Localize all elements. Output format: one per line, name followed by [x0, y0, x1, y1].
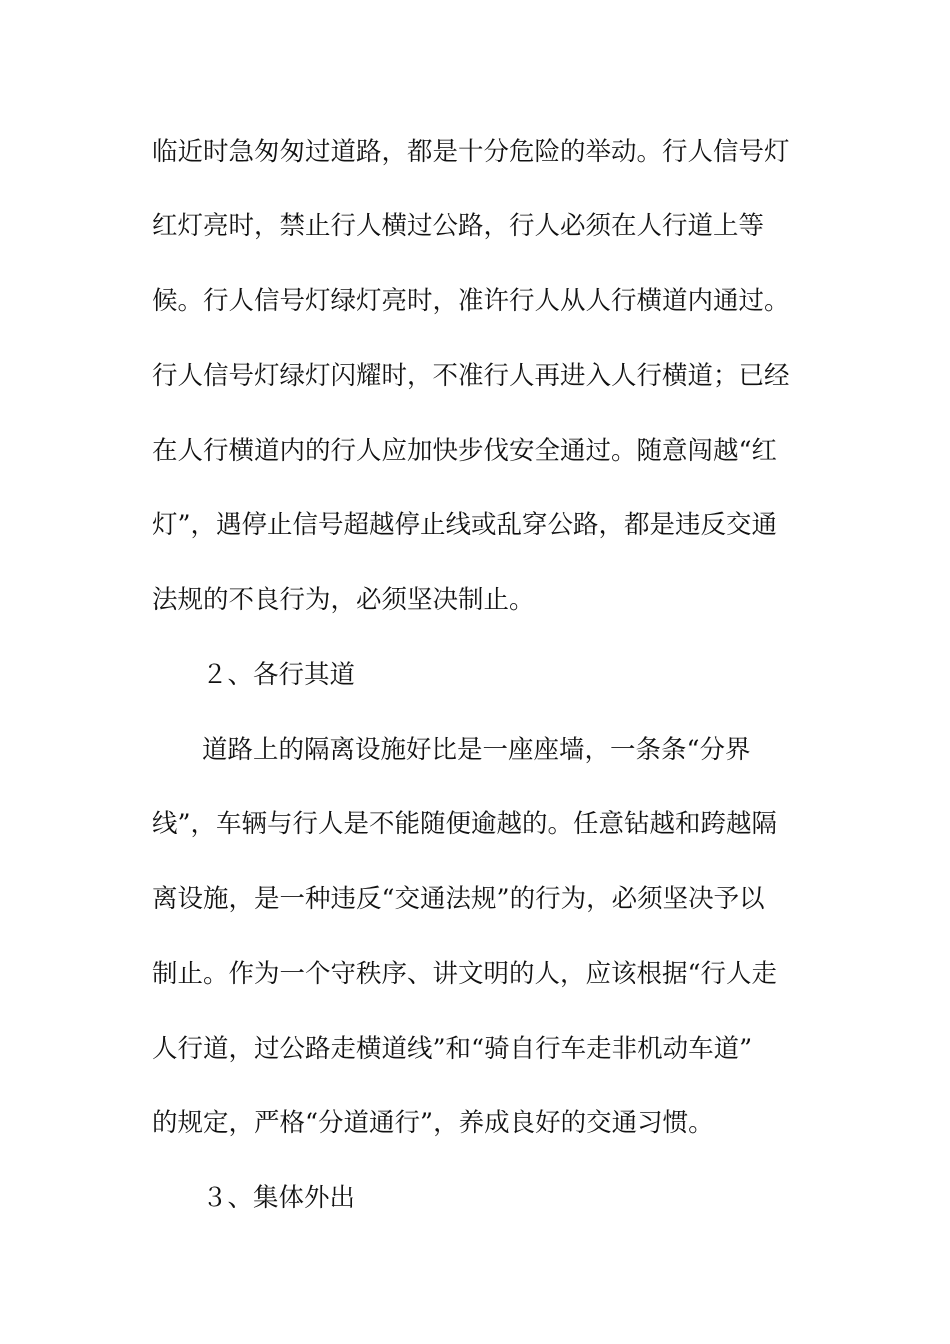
paragraph-line: 线”，车辆与行人是不能随便逾越的。任意钻越和跨越隔	[152, 809, 778, 839]
paragraph-line: 人行道，过公路走横道线”和“骑自行车走非机动车道”	[152, 1034, 753, 1064]
paragraph-line: 候。行人信号灯绿灯亮时，准许行人从人行横道内通过。	[152, 286, 790, 316]
section-heading: ２、各行其道	[202, 660, 356, 690]
paragraph-line: 道路上的隔离设施好比是一座座墙，一条条“分界	[202, 735, 751, 765]
paragraph-line: 灯”，遇停止信号超越停止线或乱穿公路，都是违反交通	[152, 510, 778, 540]
paragraph-line: 行人信号灯绿灯闪耀时，不准行人再进入人行横道；已经	[152, 361, 790, 391]
section-heading: ３、集体外出	[202, 1183, 356, 1213]
paragraph-line: 在人行横道内的行人应加快步伐安全通过。随意闯越“红	[152, 436, 778, 466]
paragraph-line: 离设施，是一种违反“交通法规”的行为，必须坚决予以	[152, 884, 765, 914]
paragraph-line: 制止。作为一个守秩序、讲文明的人，应该根据“行人走	[152, 959, 778, 989]
paragraph-line: 法规的不良行为，必须坚决制止。	[152, 585, 535, 615]
paragraph-line: 红灯亮时，禁止行人横过公路，行人必须在人行道上等	[152, 211, 765, 241]
paragraph-line: 临近时急匆匆过道路，都是十分危险的举动。行人信号灯	[152, 137, 790, 167]
paragraph-line: 的规定，严格“分道通行”，养成良好的交通习惯。	[152, 1108, 714, 1138]
